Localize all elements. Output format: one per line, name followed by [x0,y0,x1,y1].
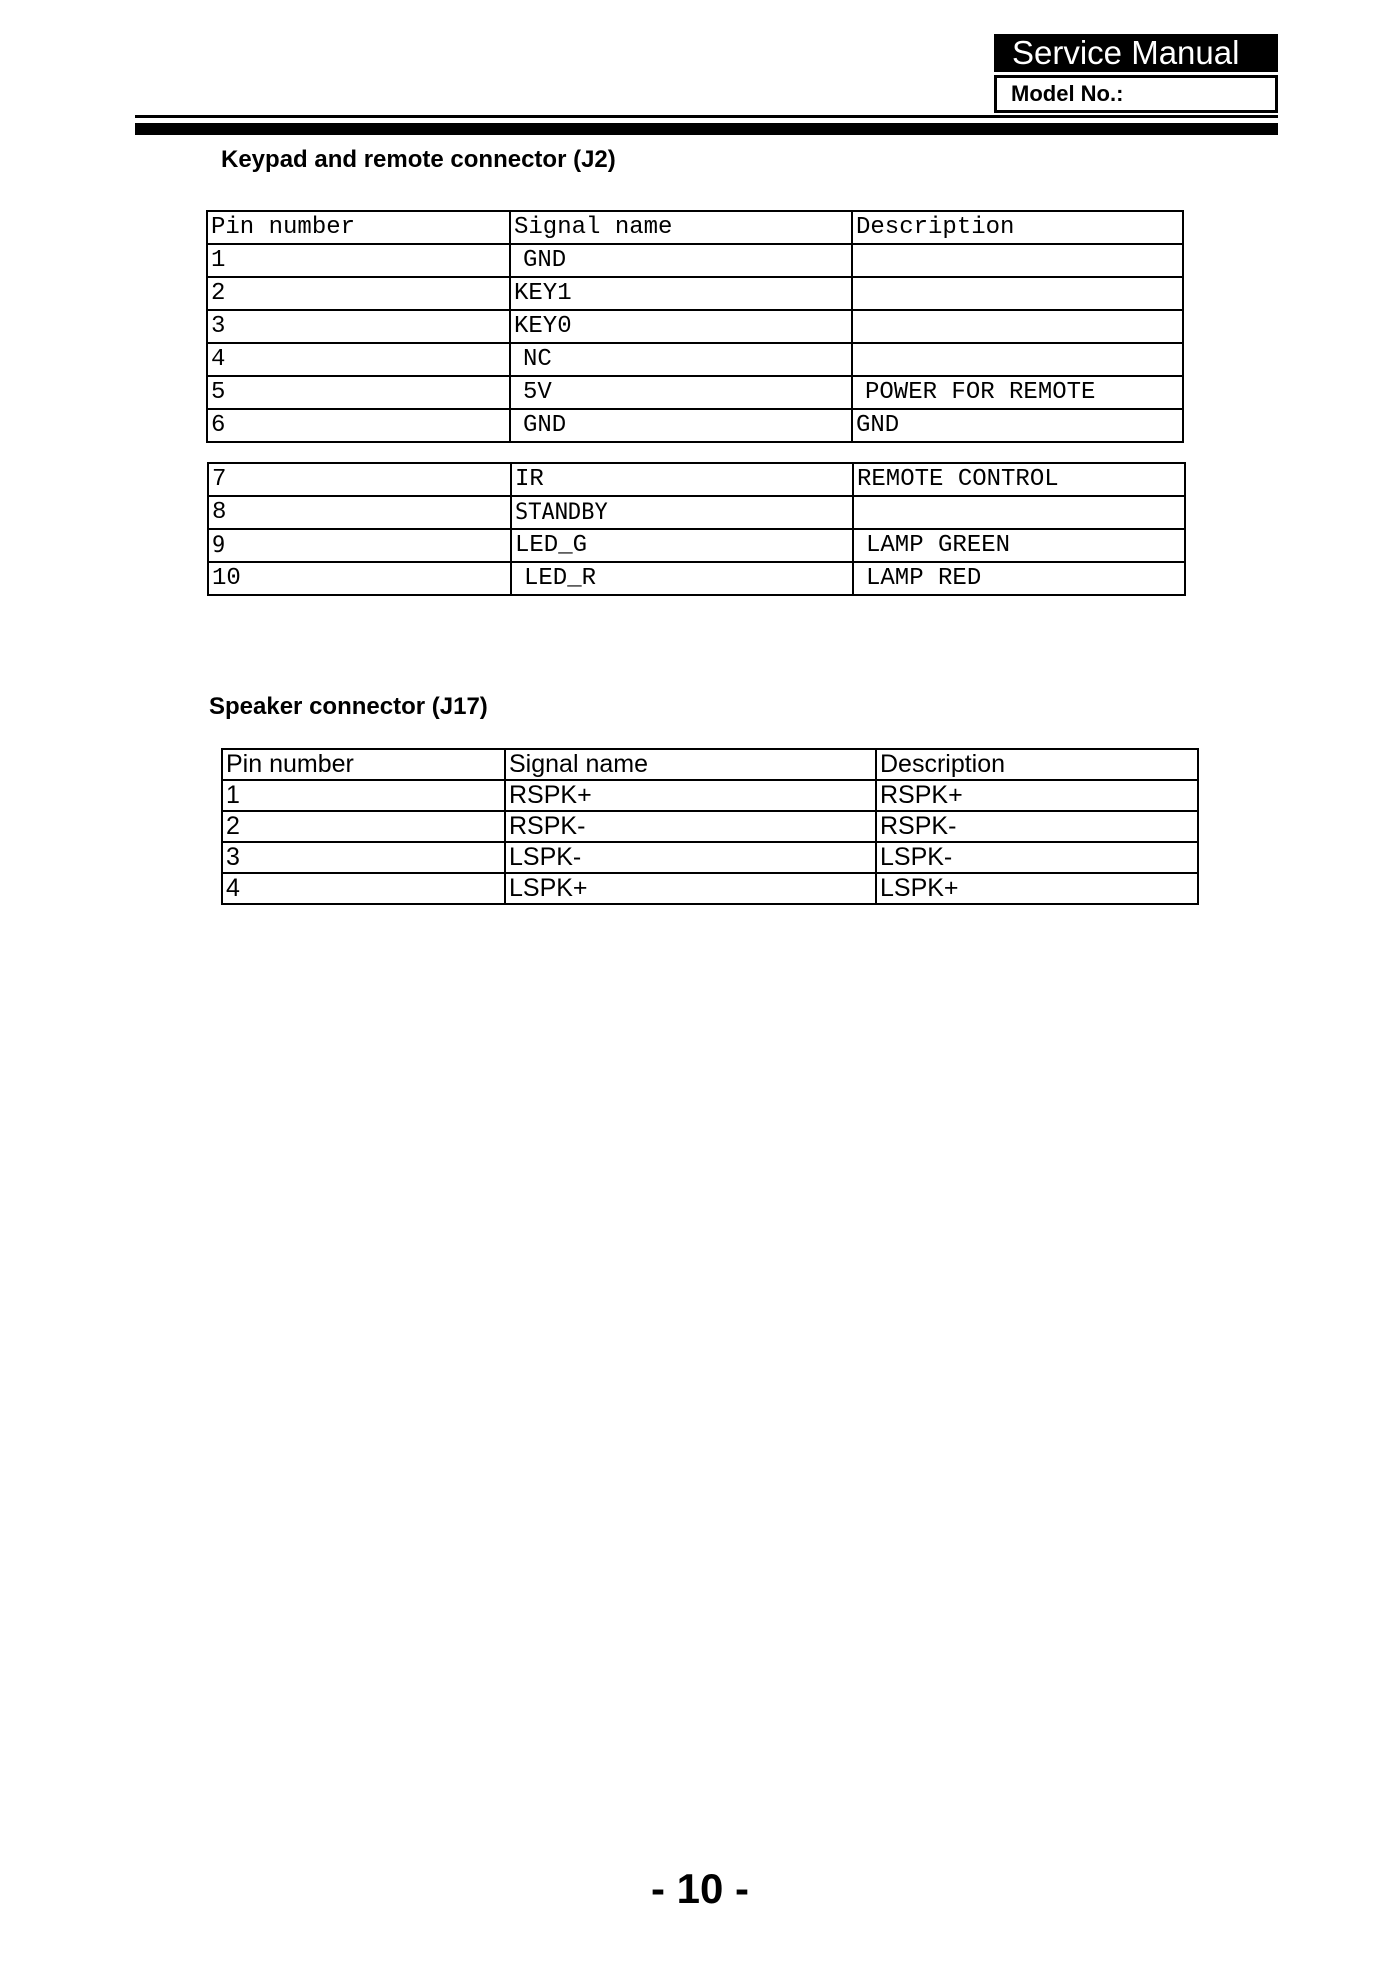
signal-cell: KEY0 [510,310,852,343]
table-row [222,873,1198,904]
description-cell [853,496,1185,529]
column-header: Pin number [207,211,510,244]
pin-cell: 2 [207,277,510,310]
pin-cell: 8 [208,496,511,529]
description-cell: RSPK- [876,811,1198,842]
table-row [222,842,1198,873]
description-cell: GND [852,409,1183,442]
description-cell: RSPK+ [876,780,1198,811]
description-cell: LAMP GREEN [853,529,1185,562]
description-cell: LSPK- [876,842,1198,873]
table-row [207,343,1183,376]
pin-cell: 1 [207,244,510,277]
column-header: Pin number [222,749,505,780]
table-row [207,376,1183,409]
page-number: - 10 - [650,1865,750,1912]
pin-cell: 4 [207,343,510,376]
column-header: Signal name [510,211,852,244]
description-cell [852,310,1183,343]
section-title-j17: Speaker connector (J17) [209,693,488,720]
table-row [208,463,1185,496]
description-cell [852,343,1183,376]
signal-cell: LSPK- [505,842,876,873]
description-cell: LAMP RED [853,562,1185,595]
pin-cell: 5 [207,376,510,409]
signal-cell: NC [510,343,852,376]
pin-cell: 3 [207,310,510,343]
signal-cell: IR [511,463,853,496]
table-row [207,409,1183,442]
pin-cell: 4 [222,873,505,904]
header-rule-thick [135,123,1278,135]
signal-cell: RSPK+ [505,780,876,811]
keypad-connector-table-continued [207,462,1186,596]
pin-cell: 10 [208,562,511,595]
signal-cell: 5V [510,376,852,409]
signal-cell: LED_R [511,562,853,595]
table-row [208,529,1185,562]
signal-cell: KEY1 [510,277,852,310]
keypad-connector-table [206,210,1184,443]
signal-cell: GND [510,244,852,277]
table-row [207,244,1183,277]
pin-cell: 3 [222,842,505,873]
section-title-j2: Keypad and remote connector (J2) [221,146,616,173]
pin-cell: 1 [222,780,505,811]
model-number-label: Model No.: [994,75,1278,113]
table-row [208,496,1185,529]
table-header-row [222,749,1198,780]
signal-cell: STANDBY [511,496,853,529]
column-header: Description [852,211,1183,244]
table-row [222,811,1198,842]
header-rule-thin [135,115,1278,118]
description-cell [852,277,1183,310]
pin-cell: 2 [222,811,505,842]
speaker-connector-table [221,748,1199,905]
description-cell: REMOTE CONTROL [853,463,1185,496]
table-row [222,780,1198,811]
pin-cell: 9 [208,529,511,562]
signal-cell: LSPK+ [505,873,876,904]
signal-cell: RSPK- [505,811,876,842]
table-row [207,277,1183,310]
pin-cell: 6 [207,409,510,442]
pin-cell: 7 [208,463,511,496]
description-cell [852,244,1183,277]
table-row [207,310,1183,343]
column-header: Signal name [505,749,876,780]
table-header-row [207,211,1183,244]
signal-cell: GND [510,409,852,442]
signal-cell: LED_G [511,529,853,562]
column-header: Description [876,749,1198,780]
service-manual-title: Service Manual [994,34,1278,72]
table-row [208,562,1185,595]
description-cell: LSPK+ [876,873,1198,904]
description-cell: POWER FOR REMOTE [852,376,1183,409]
